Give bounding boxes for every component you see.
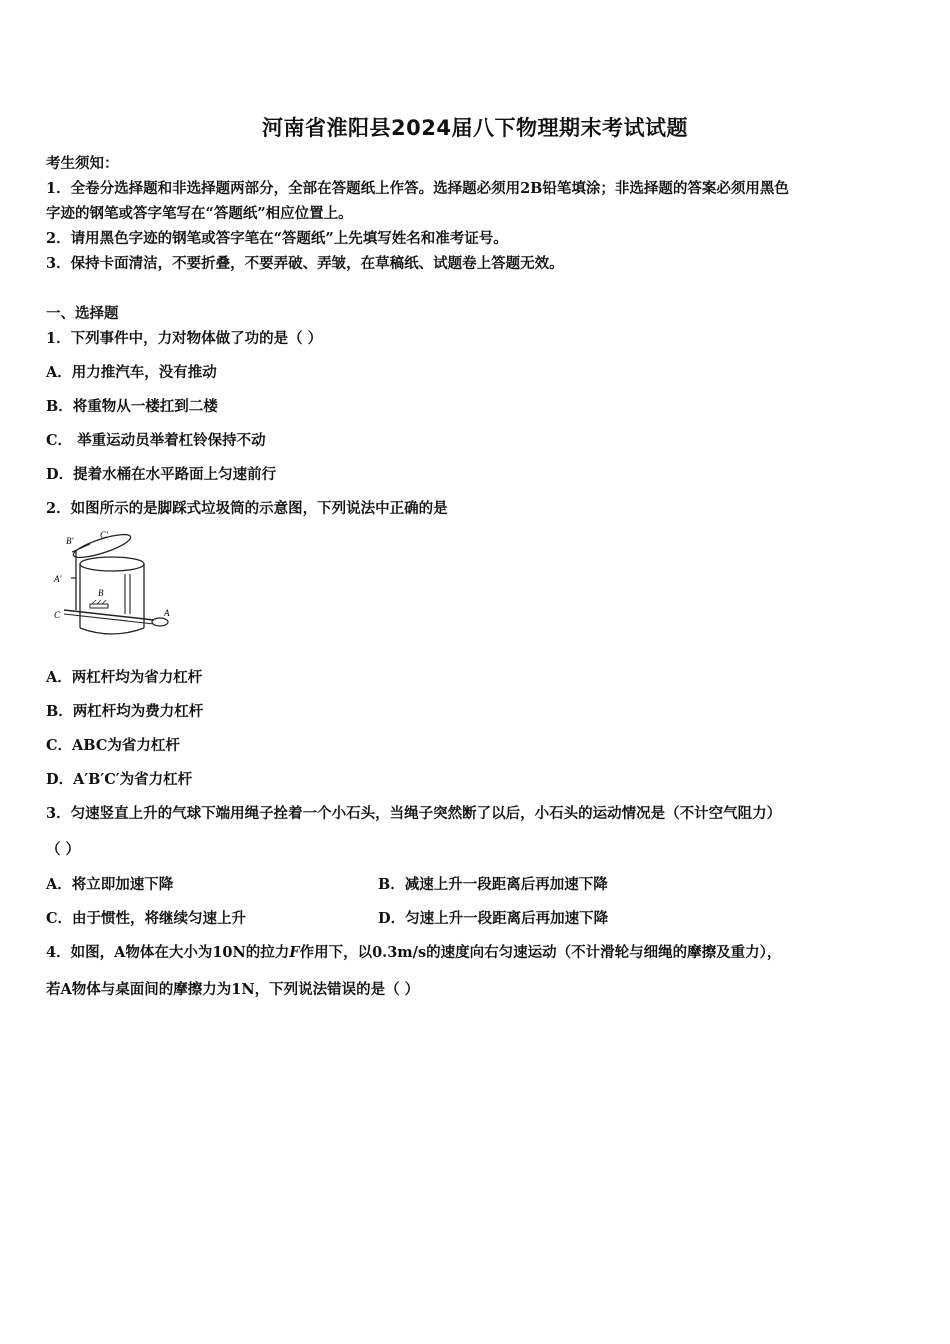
page-title: 河南省淮阳县2024届八下物理期末考试试题	[262, 116, 688, 140]
q2-stem: 2．如图所示的是脚踩式垃圾筒的示意图，下列说法中正确的是	[46, 500, 448, 517]
label-b: B	[98, 588, 104, 598]
label-c-prime: C'	[100, 530, 108, 540]
notice-item-1-cont: 字迹的钢笔或答字笔写在“答题纸”相应位置上。	[46, 205, 353, 222]
label-c: C	[54, 610, 61, 620]
q1-option-d: D．提着水桶在水平路面上匀速前行	[46, 466, 277, 483]
q4-stem-part-b: 作用下，以0.3m/s的速度向右匀速运动（不计滑轮与细绳的摩擦及重力），	[299, 944, 782, 961]
q3-option-d: D．匀速上升一段距离后再加速下降	[378, 910, 609, 927]
q3-option-c: C．由于惯性，将继续匀速上升	[46, 910, 247, 927]
notice-heading: 考生须知：	[46, 155, 119, 172]
notice-item-2: 2．请用黑色字迹的钢笔或答字笔在“答题纸”上先填写姓名和准考证号。	[46, 230, 508, 247]
notice-item-1: 1．全卷分选择题和非选择题两部分，全部在答题纸上作答。选择题必须用2B铅笔填涂；非选择题的答案必须用黑色	[46, 180, 789, 197]
q3-option-a: A．将立即加速下降	[46, 876, 174, 893]
q4-force-symbol: F	[289, 944, 300, 961]
label-a: A	[164, 608, 170, 618]
q2-option-b: B．两杠杆均为费力杠杆	[46, 703, 204, 720]
q2-option-d: D．A′B′C′为省力杠杆	[46, 771, 193, 788]
q3-stem: 3．匀速竖直上升的气球下端用绳子拴着一个小石头，当绳子突然断了以后，小石头的运动情况是（不计空气阻力）	[46, 805, 782, 822]
section-heading: 一、选择题	[46, 305, 119, 322]
q2-option-c: C．ABC为省力杠杆	[46, 737, 180, 754]
q4-stem	[46, 941, 781, 962]
q1-stem: 1．下列事件中，力对物体做了功的是（ ）	[46, 330, 323, 347]
trash-can-diagram	[50, 530, 180, 645]
label-a-prime: A'	[54, 574, 62, 584]
q3-blank: （ ）	[46, 841, 81, 858]
q2-option-a: A．两杠杆均为省力杠杆	[46, 669, 203, 686]
q1-option-a: A．用力推汽车，没有推动	[46, 364, 217, 381]
notice-item-3: 3．保持卡面清洁，不要折叠，不要弄破、弄皱，在草稿纸、试题卷上答题无效。	[46, 255, 564, 272]
q4-stem-part-a: 4．如图，A物体在大小为10N的拉力	[46, 944, 290, 961]
q1-option-c: C． 举重运动员举着杠铃保持不动	[46, 432, 266, 449]
label-b-prime: B'	[66, 536, 74, 546]
trash-can-lever-figure	[50, 530, 180, 645]
q3-option-b: B．减速上升一段距离后再加速下降	[378, 876, 608, 893]
q1-option-b: B．将重物从一楼扛到二楼	[46, 398, 218, 415]
q4-stem-line-2: 若A物体与桌面间的摩擦力为1N，下列说法错误的是（ ）	[46, 981, 420, 998]
